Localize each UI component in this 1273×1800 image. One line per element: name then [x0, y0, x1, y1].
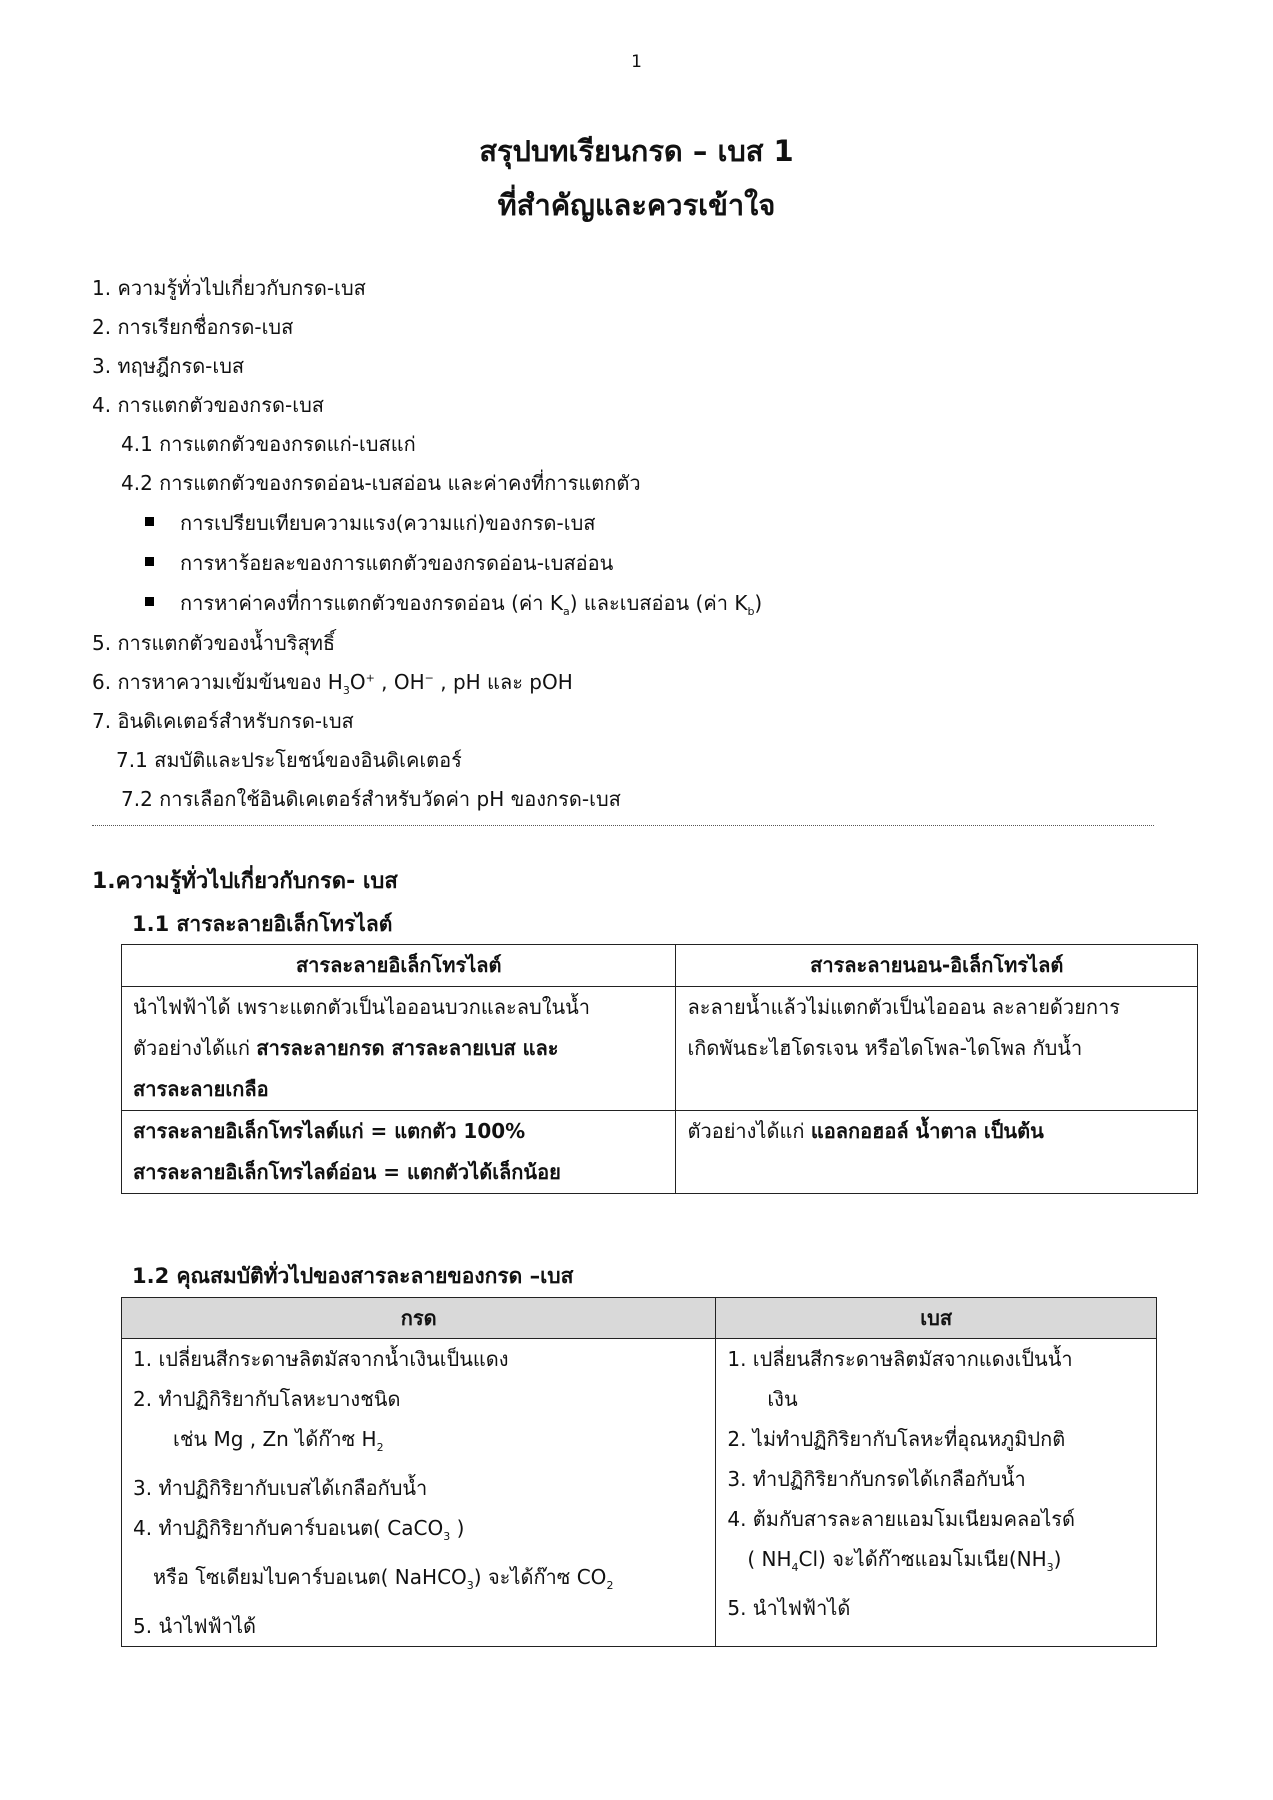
table-header-non-electrolyte: สารละลายนอน-อิเล็กโทรไลต์ [676, 945, 1198, 987]
cell-line [133, 1419, 704, 1468]
toc-bullet-1-text: การเปรียบเทียบความแรง(ความแก่)ของกรด-เบส [180, 511, 596, 535]
toc-item-6-text-c: , OH [374, 670, 425, 694]
cell-text: ตัวอย่างได้แก่ [133, 1036, 257, 1060]
cell-line: เงิน [767, 1387, 798, 1411]
toc-item-6-text-d: , pH และ pOH [433, 670, 573, 694]
table-header-acid: กรด [122, 1298, 716, 1339]
toc-item-7: 7. อินดิเคเตอร์สำหรับกรด-เบส [92, 709, 354, 733]
toc-item-7-2: 7.2 การเลือกใช้อินดิเคเตอร์สำหรับวัดค่า pH ของกรด-เบส [121, 787, 621, 811]
table-header-row [122, 1298, 1157, 1339]
toc-bullet-3-text-a: การหาค่าคงที่การแตกตัวของกรดอ่อน (ค่า K [180, 591, 563, 615]
cell-text-bold: แอลกอฮอล์ น้ำตาล เป็นต้น [810, 1119, 1044, 1143]
toc-item-4-2: 4.2 การแตกตัวของกรดอ่อน-เบสอ่อน และค่าคงที่การแตกตัว [121, 471, 641, 495]
section-heading: 1.ความรู้ทั่วไปเกี่ยวกับกรด- เบส [92, 869, 398, 894]
toc-item-1: 1. ความรู้ทั่วไปเกี่ยวกับกรด-เบส [92, 276, 366, 300]
cell-line: 1. เปลี่ยนสีกระดาษลิตมัสจากน้ำเงินเป็นแดง [133, 1347, 509, 1371]
subscript: 2 [606, 1579, 614, 1592]
table-cell [676, 987, 1198, 1111]
cell-line: 5. นำไฟฟ้าได้ [133, 1614, 256, 1638]
electrolyte-table [121, 944, 1198, 1194]
cell-line: สารละลายเกลือ [133, 1077, 269, 1101]
cell-text: ) [1053, 1547, 1062, 1571]
cell-line: นำไฟฟ้าได้ เพราะแตกตัวเป็นไอออนบวกและลบในน้ำ [133, 995, 591, 1019]
cell-text-bold: สารละลายกรด สารละลายเบส และ [256, 1036, 559, 1060]
toc-bullet-2 [145, 547, 613, 579]
cell-line [133, 1028, 664, 1069]
cell-line: 2. ไม่ทำปฏิกิริยากับโลหะที่อุณหภูมิปกติ [727, 1427, 1066, 1451]
toc-bullet-1 [145, 507, 596, 539]
table-row [122, 987, 1198, 1111]
cell-line: สารละลายอิเล็กโทรไลต์อ่อน = แตกตัวได้เล็กน้อย [133, 1160, 561, 1184]
bullet-icon [145, 557, 154, 566]
cell-line: 1. เปลี่ยนสีกระดาษลิตมัสจากแดงเป็นน้ำ [727, 1347, 1073, 1371]
toc-item-4-1: 4.1 การแตกตัวของกรดแก่-เบสแก่ [121, 432, 416, 456]
subsection-heading-1-1: 1.1 สารละลายอิเล็กโทรไลต์ [132, 912, 393, 936]
page-number: 1 [631, 52, 642, 72]
subscript: 2 [376, 1441, 384, 1454]
cell-line: 2. ทำปฏิกิริยากับโลหะบางชนิด [133, 1387, 401, 1411]
oh-superscript: − [424, 671, 434, 685]
ka-subscript: a [562, 605, 570, 618]
subscript: 4 [791, 1561, 799, 1574]
cell-text: หรือ โซเดียมไบคาร์บอเนต( NaHCO [153, 1565, 467, 1589]
cell-line [687, 1111, 1186, 1152]
h3o-superscript: + [365, 671, 375, 685]
cell-text: 4. ทำปฏิกิริยากับคาร์บอเนต( CaCO [133, 1516, 444, 1540]
cell-text: ) จะได้ก๊าซ CO [473, 1565, 607, 1589]
acid-base-properties-table [121, 1297, 1157, 1647]
bullet-icon [145, 597, 154, 606]
toc-bullet-3-text-c: ) [754, 591, 763, 615]
cell-text: Cl) จะได้ก๊าซแอมโมเนีย(NH [798, 1547, 1047, 1571]
toc-bullet-3-text-b: ) และเบสอ่อน (ค่า K [569, 591, 748, 615]
toc-item-2: 2. การเรียกชื่อกรด-เบส [92, 315, 294, 339]
table-row [122, 1339, 1157, 1647]
page-subtitle: ที่สำคัญและควรเข้าใจ [497, 188, 776, 222]
toc-item-6-text-b: O [349, 670, 366, 694]
cell-text: ) [450, 1516, 465, 1540]
bullet-icon [145, 517, 154, 526]
cell-text: ตัวอย่างได้แก่ [687, 1119, 811, 1143]
table-cell [122, 987, 676, 1111]
cell-line [133, 1557, 704, 1606]
subscript: 3 [1046, 1561, 1054, 1574]
subsection-heading-1-2: 1.2 คุณสมบัติทั่วไปของสารละลายของกรด –เบส [132, 1264, 574, 1288]
table-header-base: เบส [716, 1298, 1157, 1339]
table-header-row [122, 945, 1198, 987]
base-properties-cell [716, 1339, 1157, 1647]
h3o-subscript: 3 [342, 684, 350, 697]
table-cell [676, 1111, 1198, 1194]
table-row [122, 1111, 1198, 1194]
cell-line: ละลายน้ำแล้วไม่แตกตัวเป็นไอออน ละลายด้วยการ [687, 995, 1120, 1019]
cell-line: สารละลายอิเล็กโทรไลต์แก่ = แตกตัว 100% [133, 1119, 526, 1143]
dotted-divider [92, 825, 1154, 826]
cell-line: 3. ทำปฏิกิริยากับเบสได้เกลือกับน้ำ [133, 1476, 428, 1500]
toc-item-6-text-a: 6. การหาความเข้มข้นของ H [92, 670, 343, 694]
cell-text: ( NH [747, 1547, 792, 1571]
toc-item-5: 5. การแตกตัวของน้ำบริสุทธิ์ [92, 631, 336, 655]
cell-line: 5. นำไฟฟ้าได้ [727, 1596, 851, 1620]
toc-bullet-3 [145, 587, 762, 619]
cell-line: 3. ทำปฏิกิริยากับกรดได้เกลือกับน้ำ [727, 1467, 1026, 1491]
table-header-electrolyte: สารละลายอิเล็กโทรไลต์ [122, 945, 676, 987]
toc-item-3: 3. ทฤษฎีกรด-เบส [92, 354, 245, 378]
toc-item-6 [92, 666, 573, 698]
page-title: สรุปบทเรียนกรด – เบส 1 [479, 134, 794, 168]
cell-line [727, 1539, 1145, 1588]
cell-line: 4. ต้มกับสารละลายแอมโมเนียมคลอไรด์ [727, 1507, 1075, 1531]
subscript: 3 [443, 1530, 451, 1543]
kb-subscript: b [747, 605, 755, 618]
toc-item-7-1: 7.1 สมบัติและประโยชน์ของอินดิเคเตอร์ [116, 748, 462, 772]
cell-line [133, 1508, 704, 1557]
toc-bullet-2-text: การหาร้อยละของการแตกตัวของกรดอ่อน-เบสอ่อน [180, 551, 614, 575]
toc-item-4: 4. การแตกตัวของกรด-เบส [92, 393, 324, 417]
table-cell [122, 1111, 676, 1194]
cell-line: เกิดพันธะไฮโดรเจน หรือไดโพล-ไดโพล กับน้ำ [687, 1036, 1083, 1060]
acid-properties-cell [122, 1339, 716, 1647]
cell-text: เช่น Mg , Zn ได้ก๊าซ H [173, 1427, 377, 1451]
subscript: 3 [466, 1579, 474, 1592]
